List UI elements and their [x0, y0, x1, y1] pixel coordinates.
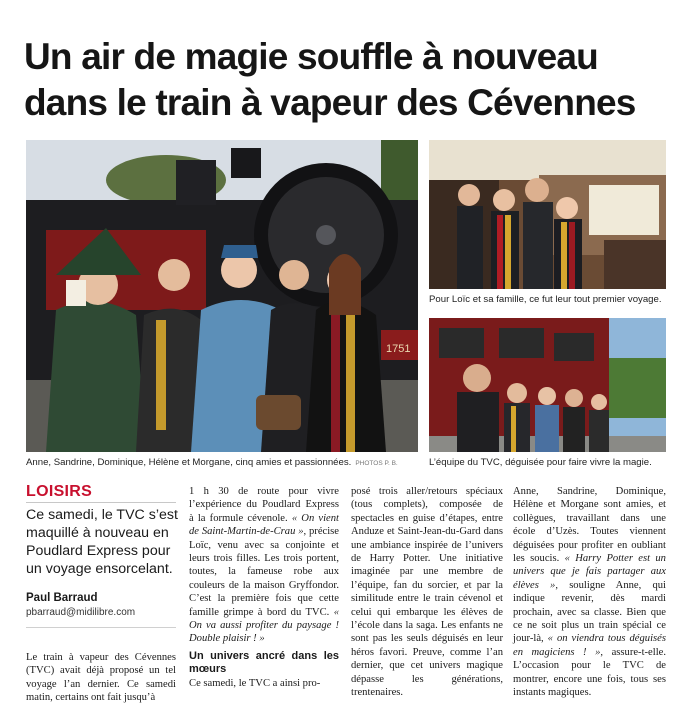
quote: « On va aussi profiter du paysage ! Double plaisir ! » — [189, 606, 339, 645]
lede-divider — [26, 627, 176, 628]
team-photo — [429, 318, 666, 452]
body-paragraph: 1 h 30 de route pour vivre l’expérience du Poudlard Express à la formule cévenole. « On vient de Saint-Martin-de-Crau », précise Loïc, venu avec sa conjointe et leurs trois filles. Les trois portent, toutes, la fameuse robe aux couleurs de la maison Gryffondor. C’est la première fois que cette famille grimpe à bord du TVC. « On va aussi profiter du paysage ! Double plaisir ! » — [189, 486, 340, 645]
author-name: Paul Barraud — [26, 592, 98, 604]
quote: « on viendra tous déguisés en magiciens ! » — [513, 633, 666, 658]
body-column-1 — [26, 651, 176, 705]
main-photo-caption — [26, 457, 398, 468]
locomotive-number: 1751 — [386, 343, 411, 355]
body-column-2 — [189, 485, 339, 690]
rubric-label: LOISIRS — [26, 483, 93, 500]
body-column-4 — [513, 485, 666, 700]
body-paragraph: Anne, Sandrine, Dominique, Hélène et Morgane sont amies, et collègues, travaillant dans une école d’Uzès. Toutes viennent déguisées pour profiter en oubliant les soucis. « Harry Potter est un univers que je fais partager aux élèves », souligne Anne, qui indique revenir, dès mardi prochain, avec sa classe. Bien que ce ne soit plus un train spécial ce jour-là, « on viendra tous déguisés en magiciens ! », assure-t-elle. L’occasion pour le TVC de montrer, encore une fois, tous ses instants magiques. — [513, 486, 666, 699]
photo-credit: PHOTOS P. B. — [355, 460, 398, 467]
main-caption-text: Anne, Sandrine, Dominique, Hélène et Morgane, cinq amies et passionnées. — [26, 457, 352, 468]
body-paragraph: Le train à vapeur des Cévennes (TVC) avait déjà proposé un tel voyage l’an dernier. Ce samedi matin, certains ont fait jusqu’à — [26, 652, 176, 704]
author-email[interactable]: pbarraud@midilibre.com — [26, 607, 136, 618]
quote: « On vient de Saint-Martin-de-Crau » — [189, 512, 339, 538]
family-photo-caption: Pour Loïc et sa famille, ce fut leur tout premier voyage. — [429, 294, 662, 305]
main-photo — [26, 140, 418, 452]
team-photo-caption: L’équipe du TVC, déguisée pour faire vivre la magie. — [429, 457, 652, 468]
lede: Ce samedi, le TVC s’est maquillé à nouveau en Poudlard Express pour un voyage ensorcelant. — [26, 507, 178, 577]
body-paragraph: posé trois aller/retours spéciaux (tous complets), composée de spectacles en guise d’étapes, entre Anduze et Saint-Jean-du-Gard dans une ambiance inspirée de l’univers de Harry Potter. Une initiative imaginée par une membre de l’équipe, fan du sorcier, et par la similitude entre le train cévenol et celui qui embarque les élèves de l’école dans la saga. Les enfants ne sont pas les seuls déguisés en leur héros favori. Preuve, comme l’an dernier, que cet univers magique dépasse les générations, trentenaires. — [351, 486, 503, 699]
headline: Un air de magie souffle à nouveau dans le train à vapeur des Cévennes — [24, 36, 636, 123]
body-paragraph: Ce samedi, le TVC a ainsi pro- — [189, 677, 321, 689]
body-column-3 — [351, 485, 503, 700]
family-photo — [429, 140, 666, 289]
subheading: Un univers ancré dans les mœurs — [189, 649, 339, 675]
rubric-divider — [26, 502, 176, 503]
quote: « Harry Potter est un univers que je fais partager aux élèves » — [513, 553, 666, 591]
